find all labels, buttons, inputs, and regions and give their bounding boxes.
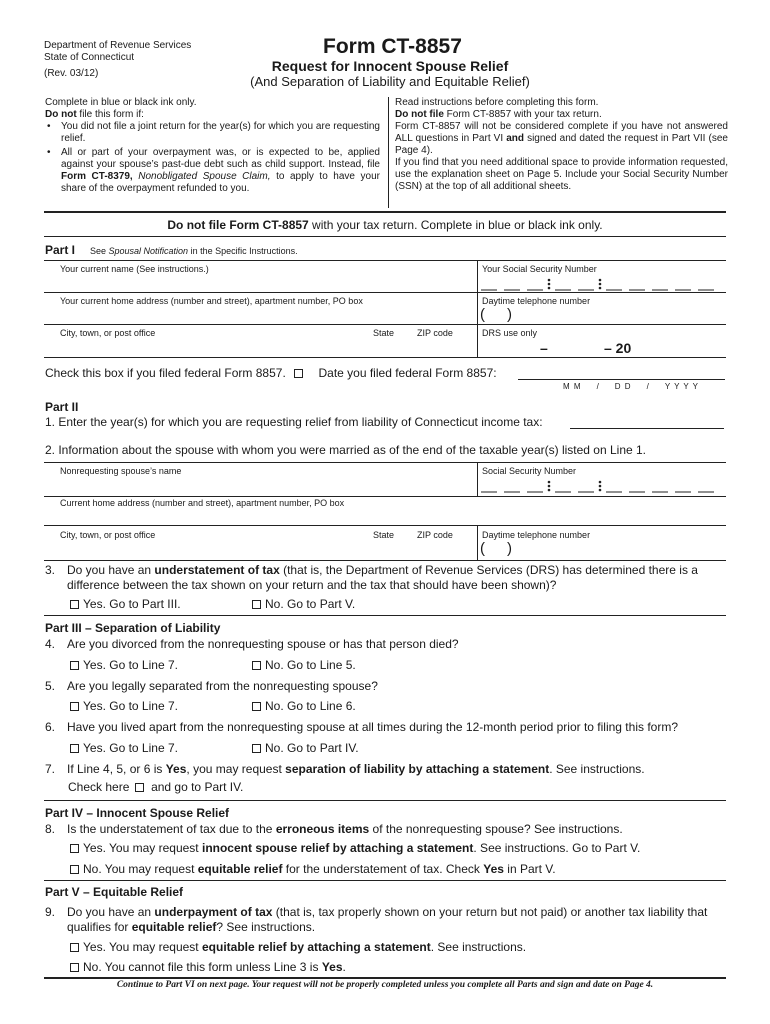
spouse-ssn-label: Social Security Number bbox=[482, 466, 577, 476]
part2-col-divider bbox=[477, 462, 478, 497]
q8-no-option[interactable]: No. You may request equitable relief for the understatement of tax. Check Yes in Part V. bbox=[70, 862, 556, 876]
q2-text: 2. Information about the spouse with whom you were married as of the end of the taxable year(s) listed on Line 1. bbox=[45, 443, 647, 457]
q4: 4. Are you divorced from the nonrequesting spouse or has that person died? bbox=[45, 637, 459, 651]
part1-note: See Spousal Notification in the Specific Instructions. bbox=[90, 246, 298, 256]
row-rule bbox=[44, 357, 726, 358]
q3-no-option[interactable]: No. Go to Part V. bbox=[252, 597, 355, 611]
q5: 5. Are you legally separated from the nonrequesting spouse? bbox=[45, 679, 378, 693]
part2-col-divider bbox=[477, 525, 478, 561]
q3-yes-option[interactable]: Yes. Go to Part III. bbox=[70, 597, 181, 611]
form-title: Request for Innocent Spouse Relief bbox=[271, 58, 509, 74]
footer-note: Continue to Part VI on next page. Your request will not be properly completed unless you complete all Parts and sign and date on Page 4. bbox=[116, 980, 654, 990]
part1-rule bbox=[44, 260, 726, 261]
bullet-overpayment: • All or part of your overpayment was, or is expected to be, applied against your spouse’s past-due debt such as child support. Instead, file Form CT-8379, Nonobligated Spouse Claim, to apply to have your share of the overpayment refunded to you. bbox=[45, 147, 380, 195]
q8: 8. Is the understatement of tax due to the erroneous items of the nonrequesting spouse? See instructions. bbox=[45, 822, 623, 836]
q7-checkbox[interactable] bbox=[135, 783, 144, 792]
row-rule bbox=[44, 525, 726, 526]
your-ssn-label: Your Social Security Number bbox=[482, 264, 597, 274]
your-name-field[interactable] bbox=[60, 276, 470, 292]
row-rule bbox=[44, 560, 726, 561]
q6: 6. Have you lived apart from the nonrequesting spouse at all times during the 12-month period prior to filing this form? bbox=[45, 720, 678, 734]
your-phone-label: Daytime telephone number bbox=[482, 296, 591, 306]
part1-label: Part I bbox=[45, 243, 76, 257]
banner-bottom-rule bbox=[44, 236, 726, 237]
spouse-phone-label: Daytime telephone number bbox=[482, 530, 591, 540]
spouse-city-label: City, town, or post office bbox=[60, 530, 156, 540]
q4-yes-option[interactable]: Yes. Go to Line 7. bbox=[70, 658, 178, 672]
form-number: Form CT-8857 bbox=[323, 35, 462, 58]
q5-yes-option[interactable]: Yes. Go to Line 7. bbox=[70, 699, 178, 713]
do-not-file-if: Do not file this form if: bbox=[45, 109, 144, 120]
spouse-address-label: Current home address (number and street), apartment number, PO box bbox=[60, 498, 345, 508]
q1-text: 1. Enter the year(s) for which you are requesting relief from liability of Connecticut income tax: bbox=[45, 415, 543, 429]
q4-yes-checkbox[interactable] bbox=[70, 661, 79, 670]
row-rule bbox=[44, 324, 726, 325]
q9-yes-option[interactable]: Yes. You may request equitable relief by attaching a statement. See instructions. bbox=[70, 940, 526, 954]
your-ssn-field[interactable] bbox=[480, 276, 724, 292]
intro-divider bbox=[388, 97, 389, 208]
spouse-state-label: State bbox=[373, 530, 395, 540]
date-format-hint: M M / D D / Y Y Y Y bbox=[563, 382, 699, 391]
part2-rule bbox=[44, 462, 726, 463]
federal-8857-check-row: Check this box if you filed federal Form 8857. Date you filed federal Form 8857: bbox=[45, 366, 497, 380]
part2-label: Part II bbox=[45, 400, 79, 414]
q3-no-checkbox[interactable] bbox=[252, 600, 261, 609]
form-subtitle: (And Separation of Liability and Equitable Relief) bbox=[250, 74, 530, 89]
spouse-zip-label: ZIP code bbox=[417, 530, 453, 540]
your-name-label: Your current name (See instructions.) bbox=[60, 264, 209, 274]
read-instructions: Read instructions before completing this form. bbox=[395, 97, 599, 108]
spouse-address-field[interactable] bbox=[60, 510, 720, 524]
q8-yes-option[interactable]: Yes. You may request innocent spouse relief by attaching a statement. See instructions. Go to Part V. bbox=[70, 841, 640, 855]
q5-no-option[interactable]: No. Go to Line 6. bbox=[252, 699, 356, 713]
q5-yes-checkbox[interactable] bbox=[70, 702, 79, 711]
q4-no-option[interactable]: No. Go to Line 5. bbox=[252, 658, 356, 672]
banner-top-rule bbox=[44, 211, 726, 213]
completeness-note: Form CT-8857 will not be considered complete if you have not answered ALL questions in Part VI and signed and dated the request in Part VII (see Page 4). bbox=[395, 121, 728, 156]
q3-yes-checkbox[interactable] bbox=[70, 600, 79, 609]
drs-year: – 20 bbox=[604, 340, 632, 356]
spouse-name-label: Nonrequesting spouse’s name bbox=[60, 466, 182, 476]
q8-yes-checkbox[interactable] bbox=[70, 844, 79, 853]
part5-label: Part V – Equitable Relief bbox=[45, 885, 184, 899]
q6-yes-option[interactable]: Yes. Go to Line 7. bbox=[70, 741, 178, 755]
drs-use-label: DRS use only bbox=[482, 328, 538, 338]
additional-space-note: If you find that you need additional space to provide information requested, use the explanation sheet on Page 5. Include your Social Security Number (SSN) at the top of all additional sheets. bbox=[395, 157, 728, 192]
your-phone-field[interactable]: ( ) bbox=[480, 306, 512, 323]
bullet-joint-return: • You did not file a joint return for the year(s) for which you are requesting relief. bbox=[45, 121, 380, 145]
banner-text: Do not file Form CT-8857 with your tax return. Complete in blue or black ink only. bbox=[167, 218, 603, 232]
q3: 3. Do you have an understatement of tax (that is, the Department of Revenue Services (DRS) has determined there is a difference between the tax shown on your return and the tax that should have been shown)? bbox=[45, 563, 698, 592]
q7: 7. If Line 4, 5, or 6 is Yes, you may request separation of liability by attaching a statement. See instructions. bbox=[45, 762, 645, 776]
row-rule bbox=[44, 292, 726, 293]
revision-date: (Rev. 03/12) bbox=[44, 68, 99, 79]
q6-no-checkbox[interactable] bbox=[252, 744, 261, 753]
spouse-phone-field[interactable]: ( ) bbox=[480, 540, 512, 557]
footer-rule bbox=[44, 977, 726, 979]
q9-no-checkbox[interactable] bbox=[70, 963, 79, 972]
agency-name: Department of Revenue Services bbox=[44, 40, 192, 51]
q5-no-checkbox[interactable] bbox=[252, 702, 261, 711]
part-rule bbox=[44, 880, 726, 881]
part-rule bbox=[44, 800, 726, 801]
q9: 9. Do you have an underpayment of tax (that is, tax properly shown on your return but not paid) or another tax liability that qualifies for equitable relief? See instructions. bbox=[45, 905, 708, 934]
q4-no-checkbox[interactable] bbox=[252, 661, 261, 670]
q6-no-option[interactable]: No. Go to Part IV. bbox=[252, 741, 359, 755]
do-not-file-with-return: Do not file Form CT-8857 with your tax return. bbox=[395, 109, 602, 120]
ink-note: Complete in blue or black ink only. bbox=[45, 97, 197, 108]
part-rule bbox=[44, 615, 726, 616]
your-address-field[interactable] bbox=[60, 308, 470, 324]
agency-state: State of Connecticut bbox=[44, 52, 135, 63]
spouse-ssn-field[interactable] bbox=[480, 478, 724, 494]
part1-col-divider bbox=[477, 260, 478, 358]
part4-label: Part IV – Innocent Spouse Relief bbox=[45, 806, 230, 820]
q9-no-option[interactable]: No. You cannot file this form unless Line 3 is Yes. bbox=[70, 960, 346, 974]
your-city-field[interactable] bbox=[60, 340, 470, 356]
spouse-name-field[interactable] bbox=[60, 478, 470, 494]
spouse-city-field[interactable] bbox=[60, 542, 470, 558]
federal-date-field[interactable] bbox=[518, 379, 725, 380]
q7-check-row[interactable]: Check here and go to Part IV. bbox=[68, 780, 244, 794]
intro-right bbox=[395, 97, 728, 193]
your-city-label: City, town, or post office bbox=[60, 328, 156, 338]
federal-8857-checkbox[interactable] bbox=[294, 369, 303, 378]
row-rule bbox=[44, 496, 726, 497]
your-state-label: State bbox=[373, 328, 395, 338]
your-zip-label: ZIP code bbox=[417, 328, 453, 338]
q1-years-field[interactable] bbox=[570, 428, 724, 429]
your-address-label: Your current home address (number and street), apartment number, PO box bbox=[60, 296, 363, 306]
q9-yes-checkbox[interactable] bbox=[70, 943, 79, 952]
intro-left bbox=[45, 97, 380, 195]
q6-yes-checkbox[interactable] bbox=[70, 744, 79, 753]
q8-no-checkbox[interactable] bbox=[70, 865, 79, 874]
part3-label: Part III – Separation of Liability bbox=[45, 621, 221, 635]
drs-dash: – bbox=[540, 340, 548, 356]
